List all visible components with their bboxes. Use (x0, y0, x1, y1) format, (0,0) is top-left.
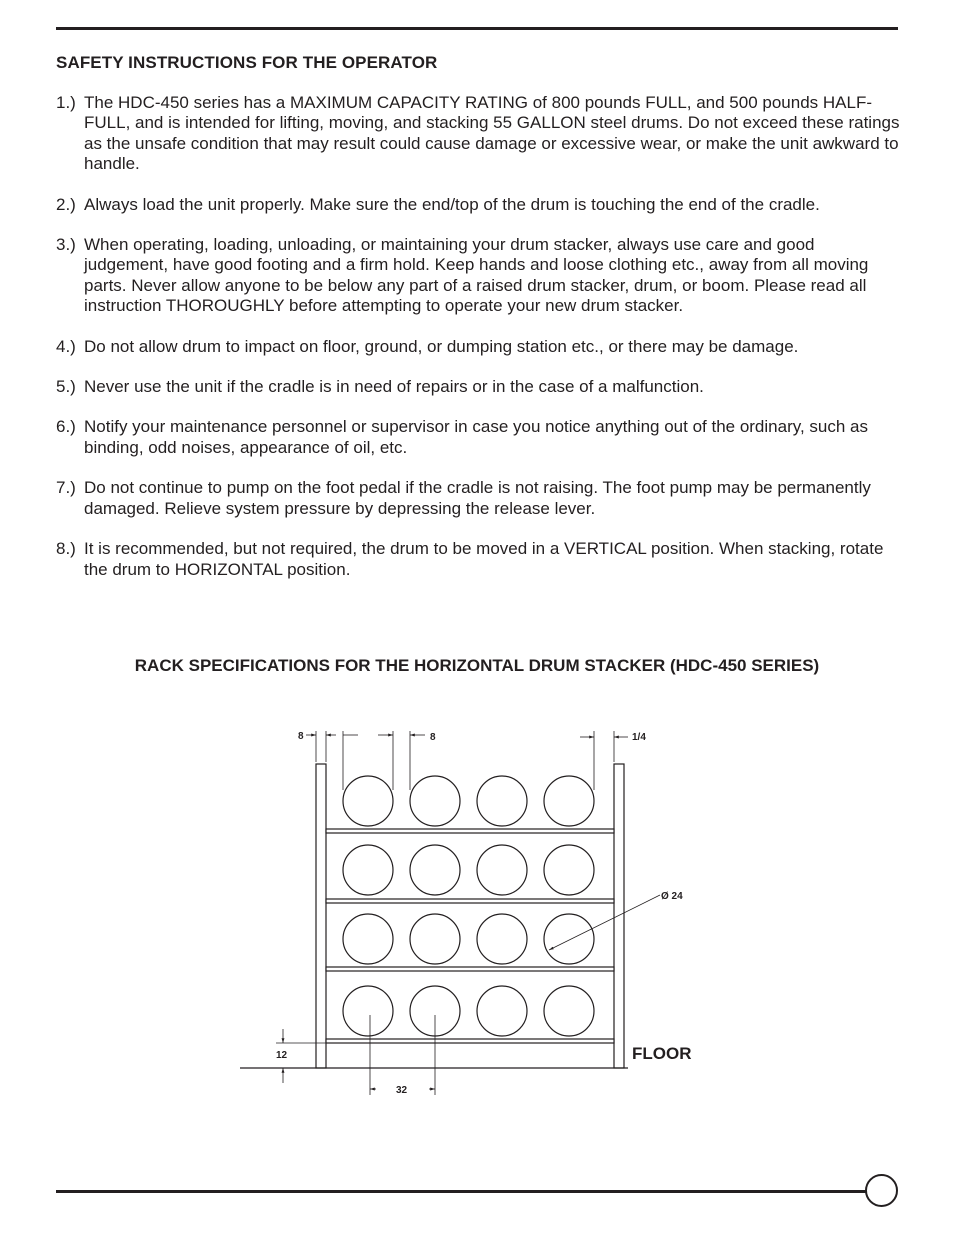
instruction-item (56, 417, 900, 458)
item-number: 2.) (56, 194, 76, 214)
drum (544, 776, 594, 826)
drum (343, 914, 393, 964)
item-text: The HDC-450 series has a MAXIMUM CAPACITY RATING of 800 pounds FULL, and 500 pounds HALF-FULL, and is intended for lifting, moving, and stacking 55 GALLON steel drums. Do not exceed these ratings as the unsafe condition that may result could cause damage or excessive wear, or make the unit awkward to handle. (84, 93, 900, 174)
item-text: Notify your maintenance personnel or supervisor in case you notice anything out of the ordinary, such as binding, odd noises, appearance of oil, etc. (84, 417, 869, 457)
drum (410, 845, 460, 895)
floor-label: FLOOR (632, 1044, 692, 1063)
instruction-item (56, 337, 900, 357)
shelf (326, 829, 614, 833)
item-number: 8.) (56, 539, 76, 559)
drum (544, 914, 594, 964)
item-text: Do not allow drum to impact on floor, ground, or dumping station etc., or there may be damage. (84, 336, 799, 356)
page-number-circle (865, 1174, 898, 1207)
safety-title: SAFETY INSTRUCTIONS FOR THE OPERATOR (56, 53, 438, 72)
dim-label-spacing: 32 (396, 1085, 408, 1096)
drum (477, 914, 527, 964)
left-post (316, 764, 326, 1068)
instruction-item (56, 235, 900, 317)
dim-label-post: 8 (298, 731, 304, 742)
shelf (326, 967, 614, 971)
item-text: It is recommended, but not required, the drum to be moved in a VERTICAL position. When stacking, rotate the drum to HORIZONTAL position. (84, 539, 884, 579)
item-text: When operating, loading, unloading, or maintaining your drum stacker, always use care and good judgement, have good footing and a firm hold. Keep hands and loose clothing etc., away from all moving parts. Never allow anyone to be below any part of a raised drum stacker, drum, or boom. Please read all instruction THOROUGHLY before attempting to operate your new drum stacker. (84, 235, 869, 316)
drums (343, 776, 594, 1036)
drum (343, 845, 393, 895)
item-number: 7.) (56, 478, 76, 498)
item-number: 3.) (56, 235, 76, 255)
safety-instructions-list (56, 93, 900, 600)
drum (343, 776, 393, 826)
instruction-item (56, 377, 900, 397)
item-number: 5.) (56, 377, 76, 397)
drum (343, 986, 393, 1036)
shelf (326, 899, 614, 903)
item-number: 4.) (56, 336, 76, 356)
drum (477, 776, 527, 826)
instruction-item (56, 478, 900, 519)
item-text: Do not continue to pump on the foot pedal if the cradle is not raising. The foot pump may be permanently damaged. Relieve system pressure by depressing the release lever. (84, 478, 871, 518)
dim-label-gap: 8 (430, 732, 436, 743)
drum (477, 845, 527, 895)
instruction-item (56, 195, 900, 215)
rack-diagram (230, 715, 710, 1105)
drum (477, 986, 527, 1036)
item-text: Never use the unit if the cradle is in need of repairs or in the case of a malfunction. (84, 377, 704, 397)
dim-label-diameter: Ø 24 (661, 891, 683, 902)
dim-label-height: 12 (276, 1050, 288, 1061)
bottom-rule (56, 1190, 868, 1193)
item-number: 1.) (56, 93, 76, 112)
top-rule (56, 27, 898, 30)
drum (544, 845, 594, 895)
instruction-item (56, 539, 900, 580)
item-number: 6.) (56, 417, 76, 437)
dim-label-quarter: 1/4 (632, 732, 646, 743)
drum (410, 776, 460, 826)
drum (544, 986, 594, 1036)
instruction-item (56, 93, 900, 175)
item-text: Always load the unit properly. Make sure the end/top of the drum is touching the end of the cradle. (84, 194, 820, 214)
shelf (326, 1039, 614, 1043)
right-post (614, 764, 624, 1068)
rack-title: RACK SPECIFICATIONS FOR THE HORIZONTAL DRUM STACKER (HDC-450 SERIES) (134, 656, 820, 675)
drum (410, 914, 460, 964)
